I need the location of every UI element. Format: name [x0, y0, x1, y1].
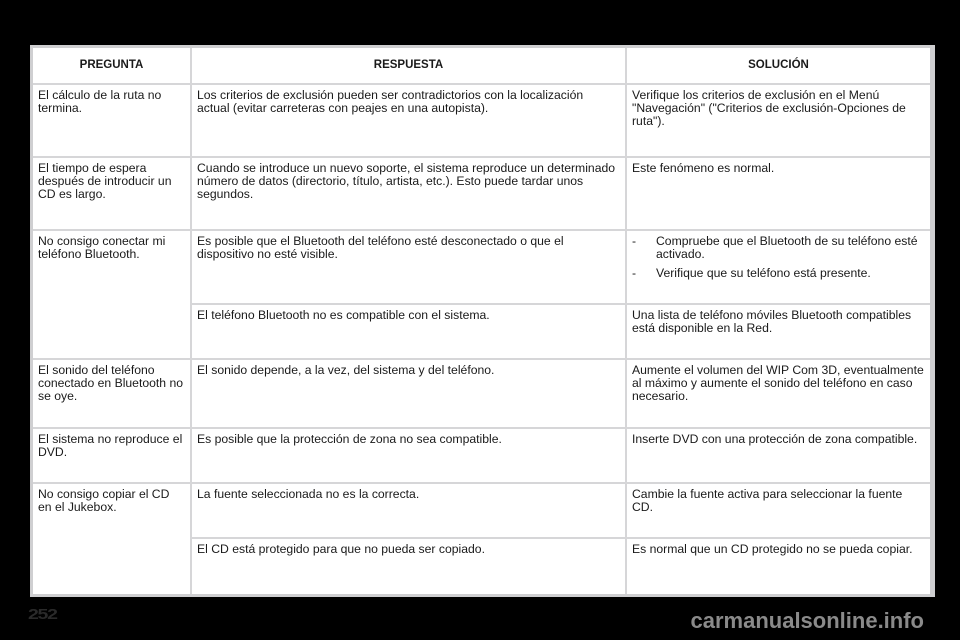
respuesta-cell: Es posible que la protección de zona no sea compatible.	[192, 429, 627, 484]
header-respuesta: RESPUESTA	[192, 48, 627, 85]
header-solucion: SOLUCIÓN	[627, 48, 930, 85]
solucion-cell: Aumente el volumen del WIP Com 3D, eventualmente al máximo y aumente el sonido del teléfono en caso necesario.	[627, 360, 930, 429]
respuesta-cell: La fuente seleccionada no es la correcta.	[192, 484, 627, 539]
respuesta-cell: El CD está protegido para que no pueda ser copiado.	[192, 539, 627, 594]
bullet-item	[632, 267, 924, 280]
solucion-cell: Este fenómeno es normal.	[627, 158, 930, 231]
solucion-cell: Cambie la fuente activa para seleccionar la fuente CD.	[627, 484, 930, 539]
watermark-link[interactable]: carmanualsonline.info	[690, 608, 924, 633]
respuesta-cell: Los criterios de exclusión pueden ser contradictorios con la localización actual (evitar carreteras con peajes en una autopista).	[192, 85, 627, 158]
page-number: 252	[28, 606, 57, 623]
solucion-cell: Una lista de teléfono móviles Bluetooth compatibles está disponible en la Red.	[627, 305, 930, 360]
pregunta-cell: El sistema no reproduce el DVD.	[33, 429, 192, 484]
bullet-dash: -	[632, 266, 637, 280]
solucion-cell	[627, 231, 930, 305]
respuesta-cell: El sonido depende, a la vez, del sistema y del teléfono.	[192, 360, 627, 429]
solucion-cell: Verifique los criterios de exclusión en el Menú "Navegación" ("Criterios de exclusión-Opciones de ruta").	[627, 85, 930, 158]
respuesta-cell: Es posible que el Bluetooth del teléfono esté desconectado o que el dispositivo no esté visible.	[192, 231, 627, 305]
bullet-text: Verifique que su teléfono está presente.	[656, 266, 871, 280]
respuesta-cell: El teléfono Bluetooth no es compatible con el sistema.	[192, 305, 627, 360]
solucion-cell: Es normal que un CD protegido no se pueda copiar.	[632, 542, 913, 556]
pregunta-cell: El sonido del teléfono conectado en Bluetooth no se oye.	[33, 360, 192, 429]
solucion-cell: Inserte DVD con una protección de zona compatible.	[627, 429, 930, 484]
pregunta-cell: El cálculo de la ruta no termina.	[33, 85, 192, 158]
troubleshooting-table	[30, 45, 935, 597]
pregunta-cell: No consigo copiar el CD en el Jukebox.	[33, 484, 192, 594]
respuesta-cell: Cuando se introduce un nuevo soporte, el sistema reproduce un determinado número de datos (directorio, título, artista, etc.). Esto puede tardar unos segundos.	[192, 158, 627, 231]
header-pregunta: PREGUNTA	[33, 48, 192, 85]
pregunta-cell: No consigo conectar mi teléfono Bluetooth.	[33, 231, 192, 360]
bullet-text: Compruebe que el Bluetooth de su teléfono esté activado.	[656, 234, 918, 261]
bullet-dash: -	[632, 234, 637, 248]
pregunta-cell: El tiempo de espera después de introducir un CD es largo.	[33, 158, 192, 231]
solucion-bullet-list	[632, 235, 924, 280]
bullet-item	[632, 235, 924, 261]
